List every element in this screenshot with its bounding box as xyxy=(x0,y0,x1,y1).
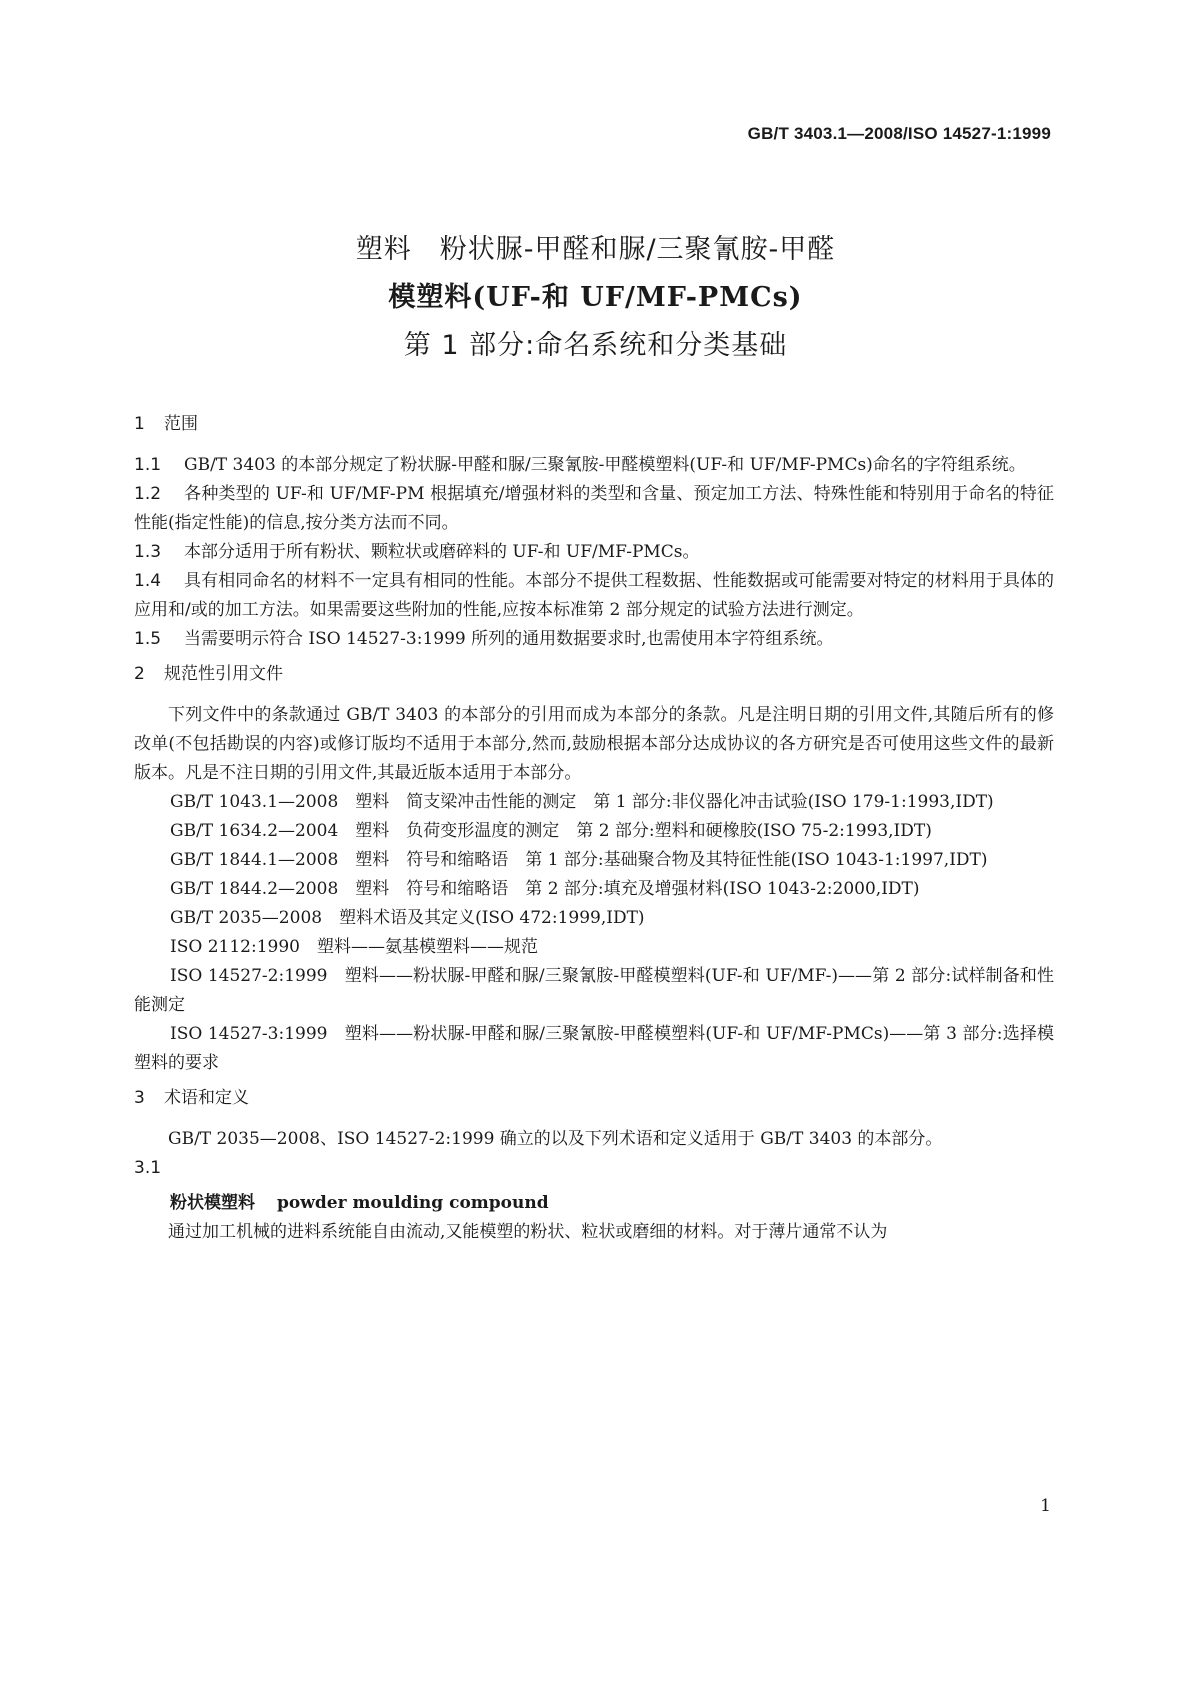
references-intro: 下列文件中的条款通过 GB/T 3403 的本部分的引用而成为本部分的条款。凡是注明日期的引用文件,其随后所有的修改单(不包括勘误的内容)或修订版均不适用于本部分,然而,鼓励根据本部分达成协议的各方研究是否可使用这些文件的最新版本。凡是不注日期的引用文件,其最近版本适用于本部分。 xyxy=(134,705,1054,783)
clause-1-5: 1.5 当需要明示符合 ISO 14527-3:1999 所列的通用数据要求时,也需使用本字符组系统。 xyxy=(134,629,834,649)
reference-item: GB/T 1634.2—2004 塑料 负荷变形温度的测定 第 2 部分:塑料和硬橡胶(ISO 75-2:1993,IDT) xyxy=(170,821,932,841)
clause-1-4: 1.4 具有相同命名的材料不一定具有相同的性能。本部分不提供工程数据、性能数据或可能需要对特定的材料用于具体的应用和/或的加工方法。如果需要这些附加的性能,应按本标准第 2 部分规定的试验方法进行测定。 xyxy=(134,571,1054,620)
clause-1-1: 1.1 GB/T 3403 的本部分规定了粉状脲-甲醛和脲/三聚氰胺-甲醛模塑料(UF-和 UF/MF-PMCs)命名的字符组系统。 xyxy=(134,455,1026,475)
section-title: 范围 xyxy=(164,414,198,434)
term-english: powder moulding compound xyxy=(277,1193,549,1213)
reference-item: ISO 14527-2:1999 塑料——粉状脲-甲醛和脲/三聚氰胺-甲醛模塑料(UF-和 UF/MF-)——第 2 部分:试样制备和性能测定 xyxy=(134,966,1054,1015)
term-number: 3.1 xyxy=(134,1158,162,1178)
standard-code: GB/T 3403.1—2008/ISO 14527-1:1999 xyxy=(747,124,1051,143)
term-entry xyxy=(134,1189,1054,1218)
section-number: 3 xyxy=(134,1088,145,1108)
document-title xyxy=(0,226,1191,370)
section-2-heading xyxy=(134,660,1054,689)
title-line-3: 第 1 部分:命名系统和分类基础 xyxy=(403,330,788,361)
reference-item: GB/T 1844.2—2008 塑料 符号和缩略语 第 2 部分:填充及增强材料(ISO 1043-2:2000,IDT) xyxy=(170,879,920,899)
reference-item: GB/T 2035—2008 塑料术语及其定义(ISO 472:1999,IDT) xyxy=(170,908,645,928)
document-body xyxy=(134,410,1054,1247)
title-line-1: 塑料 粉状脲-甲醛和脲/三聚氰胺-甲醛 xyxy=(355,234,836,265)
term-chinese: 粉状模塑料 xyxy=(170,1193,255,1213)
clause-1-2: 1.2 各种类型的 UF-和 UF/MF-PM 根据填充/增强材料的类型和含量、预定加工方法、特殊性能和特别用于命名的特征性能(指定性能)的信息,按分类方法而不同。 xyxy=(134,484,1054,533)
section-1-heading xyxy=(134,410,1054,439)
clause-1-3: 1.3 本部分适用于所有粉状、颗粒状或磨碎料的 UF-和 UF/MF-PMCs。 xyxy=(134,542,700,562)
terms-intro: GB/T 2035—2008、ISO 14527-2:1999 确立的以及下列术语和定义适用于 GB/T 3403 的本部分。 xyxy=(168,1129,943,1149)
page-number: 1 xyxy=(1040,1496,1051,1516)
section-3-heading xyxy=(134,1084,1054,1113)
section-number: 1 xyxy=(134,414,145,434)
reference-item: ISO 2112:1990 塑料——氨基模塑料——规范 xyxy=(170,937,538,957)
section-number: 2 xyxy=(134,664,145,684)
reference-item: GB/T 1844.1—2008 塑料 符号和缩略语 第 1 部分:基础聚合物及其特征性能(ISO 1043-1:1997,IDT) xyxy=(170,850,988,870)
term-definition: 通过加工机械的进料系统能自由流动,又能模塑的粉状、粒状或磨细的材料。对于薄片通常不认为 xyxy=(168,1222,888,1242)
reference-item: ISO 14527-3:1999 塑料——粉状脲-甲醛和脲/三聚氰胺-甲醛模塑料(UF-和 UF/MF-PMCs)——第 3 部分:选择模塑料的要求 xyxy=(134,1024,1054,1073)
title-line-2: 模塑料(UF-和 UF/MF-PMCs) xyxy=(388,282,803,313)
reference-item: GB/T 1043.1—2008 塑料 简支梁冲击性能的测定 第 1 部分:非仪器化冲击试验(ISO 179-1:1993,IDT) xyxy=(170,792,994,812)
section-title: 规范性引用文件 xyxy=(164,664,283,684)
section-title: 术语和定义 xyxy=(164,1088,249,1108)
